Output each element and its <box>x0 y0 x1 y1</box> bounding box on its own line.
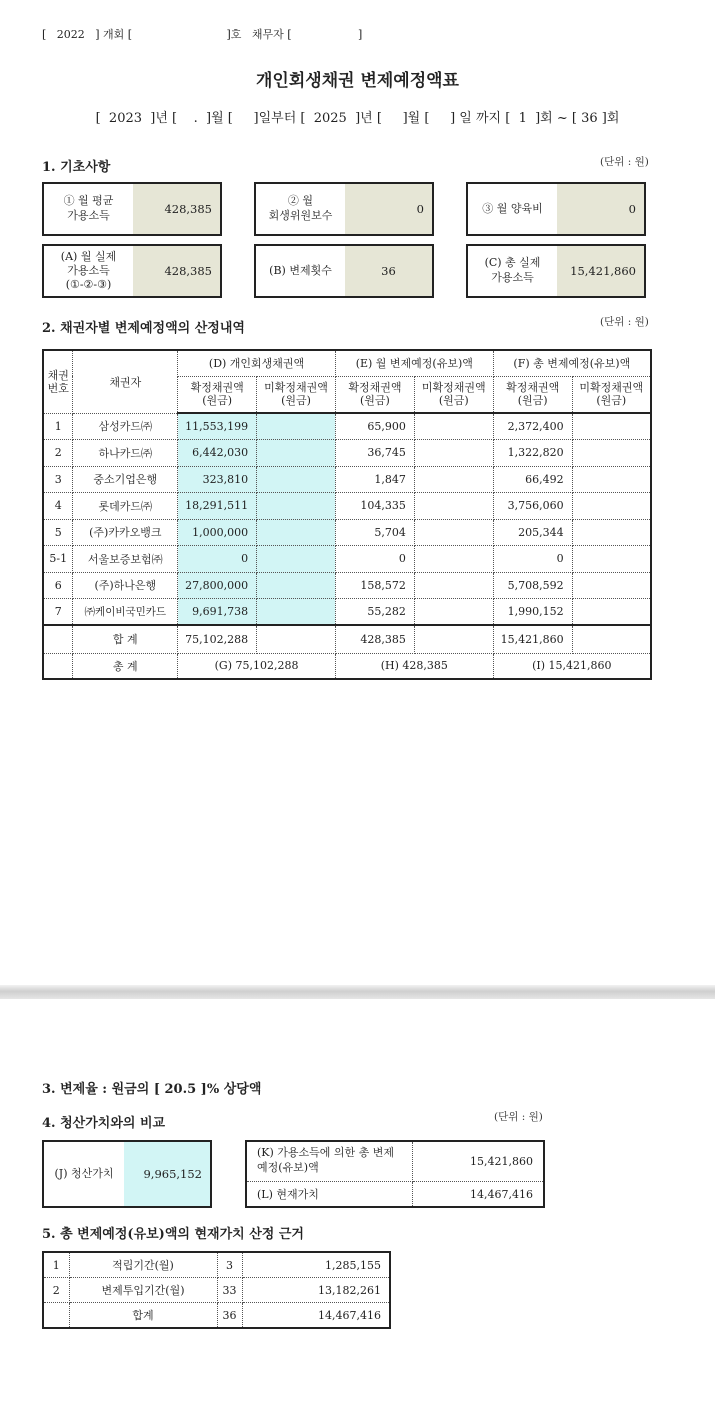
col-claim-no: 채권번호 <box>43 350 73 413</box>
table-row: 1 적립기간(월) 3 1,285,155 <box>43 1252 390 1278</box>
col-d-confirmed: 확정채권액 (원금) <box>178 376 257 413</box>
table-row: 5 (주)카카오뱅크 1,000,000 5,704 205,344 <box>43 519 651 546</box>
avg-income-value: 428,385 <box>133 184 220 234</box>
case-header: [ 2022 ] 개회 [ ]호 채무자 [ ] <box>42 28 363 41</box>
section1-heading: 1. 기초사항 <box>42 160 111 175</box>
subtotal-row: 합 계 75,102,288 428,385 15,421,860 <box>43 625 651 653</box>
grand-total-row: 총 계 (G) 75,102,288 (H) 428,385 (I) 15,421,860 <box>43 653 651 679</box>
table-row: 7 ㈜케이비국민카드 9,691,738 55,282 1,990,152 <box>43 599 651 626</box>
col-f-confirmed: 확정채권액 (원금) <box>493 376 572 413</box>
table-row: 6 (주)하나은행 27,800,000 158,572 5,708,592 <box>43 572 651 599</box>
commissioner-fee-value: 0 <box>345 184 432 234</box>
section2-heading: 2. 채권자별 변제예정액의 산정내역 <box>42 321 245 336</box>
col-e-confirmed: 확정채권액 (원금) <box>335 376 414 413</box>
table-row: 4 롯데카드㈜ 18,291,511 104,335 3,756,060 <box>43 493 651 520</box>
total-income-label: (C) 총 실제 가용소득 <box>484 256 541 284</box>
table-row: 2 하나카드㈜ 6,442,030 36,745 1,322,820 <box>43 440 651 467</box>
l-label: (L) 현재가치 <box>247 1182 413 1206</box>
page-title: 개인회생채권 변제예정액표 <box>256 71 459 91</box>
avg-income-label: ① 월 평균 가용소득 <box>63 194 114 222</box>
child-support-value: 0 <box>557 184 644 234</box>
col-f-group: (F) 총 변제예정(유보)액 <box>493 350 651 376</box>
table-row: 5-1 서울보증보험㈜ 0 0 0 <box>43 546 651 573</box>
table-row: 1 삼성카드㈜ 11,553,199 65,900 2,372,400 <box>43 413 651 440</box>
commissioner-fee-box <box>254 182 434 236</box>
k-label: (K) 가용소득에 의한 총 변제 예정(유보)액 <box>247 1142 413 1182</box>
table-row: 합계 36 14,467,416 <box>43 1303 390 1329</box>
child-support-label: ③ 월 양육비 <box>482 201 543 215</box>
liquidation-value-label: (J) 청산가치 <box>54 1166 114 1180</box>
col-creditor: 채권자 <box>73 350 178 413</box>
actual-income-box <box>42 244 222 298</box>
child-support-box <box>466 182 646 236</box>
col-f-unconfirmed: 미확정채권액 (원금) <box>572 376 651 413</box>
creditor-repayment-table <box>42 349 652 680</box>
liquidation-value-box <box>42 1140 212 1208</box>
actual-income-label: (A) 월 실제 가용소득 (①-②-③) <box>60 250 117 291</box>
k-value: 15,421,860 <box>413 1142 543 1182</box>
present-value-basis-table <box>42 1251 391 1329</box>
col-e-group: (E) 월 변제예정(유보)액 <box>335 350 493 376</box>
present-value-comparison <box>245 1140 545 1208</box>
payment-period: [ 2023 ]년 [ . ]월 [ ]일부터 [ 2025 ]년 [ ]월 [ ] 일 까지 [ 1 ]회 ~ [ 36 ]회 <box>95 111 620 126</box>
section5-heading: 5. 총 변제예정(유보)액의 현재가치 산정 근거 <box>42 1227 304 1242</box>
section3-heading: 3. 변제율 : 원금의 [ 20.5 ]% 상당액 <box>42 1082 262 1097</box>
section2-unit: (단위 : 원) <box>600 316 649 328</box>
section4-heading: 4. 청산가치와의 비교 <box>42 1116 166 1131</box>
total-income-value: 15,421,860 <box>557 246 644 296</box>
total-income-box <box>466 244 646 298</box>
liquidation-value: 9,965,152 <box>124 1142 210 1206</box>
avg-income-box <box>42 182 222 236</box>
payment-count-value: 36 <box>345 246 432 296</box>
commissioner-fee-label: ② 월 회생위원보수 <box>268 194 333 222</box>
payment-count-label: (B) 변제횟수 <box>269 263 332 277</box>
l-value: 14,467,416 <box>470 1187 533 1201</box>
table-row: 3 중소기업은행 323,810 1,847 66,492 <box>43 466 651 493</box>
payment-count-box <box>254 244 434 298</box>
table-row: 2 변제투입기간(월) 33 13,182,261 <box>43 1278 390 1303</box>
col-d-group: (D) 개인회생채권액 <box>178 350 336 376</box>
col-e-unconfirmed: 미확정채권액 (원금) <box>414 376 493 413</box>
actual-income-value: 428,385 <box>133 246 220 296</box>
section1-unit: (단위 : 원) <box>600 156 649 168</box>
page-break <box>0 985 715 999</box>
col-d-unconfirmed: 미확정채권액 (원금) <box>257 376 336 413</box>
section4-unit: (단위 : 원) <box>494 1111 543 1123</box>
